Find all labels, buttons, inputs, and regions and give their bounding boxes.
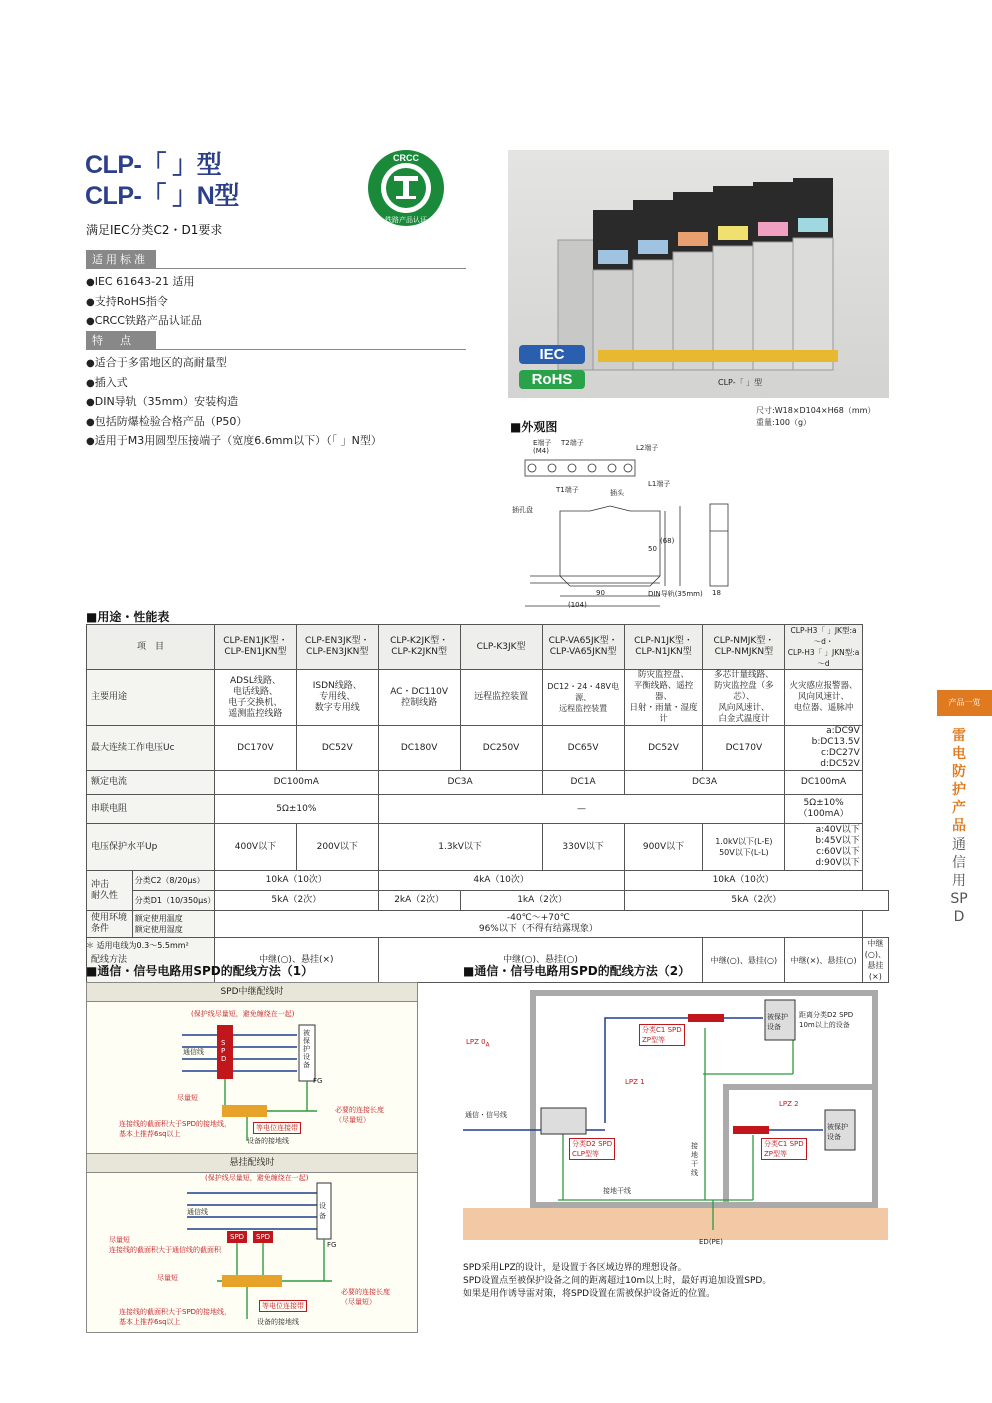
hang-fg: FG <box>327 1241 337 1249</box>
list-item: ● DIN导轨（35mm）安装构造 <box>86 393 466 413</box>
c1-zp-top: 分类C1 SPD ZP型等 <box>639 1024 685 1046</box>
trunk-h: 接地干线 <box>603 1187 631 1195</box>
table-cell: 1kA（2次） <box>460 891 624 911</box>
list-item: ● CRCC铁路产品认证品 <box>86 312 466 332</box>
table-cell: DC52V <box>624 726 703 771</box>
device-top: 被保护 设备 <box>767 1013 788 1031</box>
table-cell: a:DC9V b:DC13.5V c:DC27V d:DC52V <box>785 726 862 771</box>
model-header: CLP-K2JK型・ CLP-K2JKN型 <box>378 625 460 670</box>
lpz1-label: LPZ 1 <box>625 1078 645 1086</box>
crcc-logo <box>366 148 446 228</box>
hang-conn-note: 连接线的截面积大于SPD的接地线， 基本上推荐6sq以上 <box>119 1308 232 1326</box>
relay-fg: FG <box>313 1077 323 1085</box>
photo-caption: CLP-「 」型 <box>718 378 763 387</box>
table-cell: DC250V <box>460 726 542 771</box>
title-line1: CLP-「 」型 <box>85 151 222 179</box>
env-hum-label: 额定使用湿度 <box>134 925 183 934</box>
hang-spd-2: SPD <box>256 1233 271 1241</box>
model-header: CLP-NMJK型・ CLP-NMJKN型 <box>703 625 785 670</box>
features-section <box>86 329 466 452</box>
relay-device: 被保护设备 <box>303 1029 310 1069</box>
table-cell: — <box>378 795 785 824</box>
relay-title: SPD中继配线时 <box>87 983 417 1002</box>
row-label: 配线方法 <box>87 938 215 983</box>
spec-footnote: ＊ 适用电线为0.3～5.5mm² <box>86 941 189 950</box>
hang-short-note: 尽量短 连接线的截面积大于通信线的截面积 <box>109 1236 221 1254</box>
hang-comm: 通信线 <box>187 1208 208 1216</box>
table-cell: 中继(○)、悬挂(×) <box>214 938 378 983</box>
lpz0-label <box>466 1038 490 1048</box>
features-list <box>86 354 466 452</box>
outline-drawing <box>510 436 740 614</box>
model-header: CLP-N1JK型・ CLP-N1JKN型 <box>624 625 703 670</box>
standards-list <box>86 273 466 332</box>
relay-ebb: 等电位连接带 <box>253 1122 301 1134</box>
relay-need-len: 必要的连接长度 （尽量短） <box>335 1106 384 1124</box>
standards-section <box>86 248 466 332</box>
ed-label: ED(PE) <box>699 1238 723 1246</box>
list-item: ● 适合于多雷地区的高耐量型 <box>86 354 466 374</box>
label-dim-104: (104) <box>568 601 587 609</box>
table-cell: DC3A <box>624 771 785 795</box>
hang-short: 尽量短 <box>157 1274 178 1282</box>
wiring2-description <box>463 1262 888 1301</box>
hang-title: 悬挂配线时 <box>87 1153 417 1173</box>
table-cell: 中继(○)、悬挂(×) <box>862 938 888 983</box>
table-cell: 4kA（10次） <box>378 871 624 891</box>
table-cell: 中继(○)、悬挂(○) <box>703 938 785 983</box>
sidebar-tab[interactable]: 产品一览 <box>937 690 992 716</box>
outline-heading: ■外观图 <box>510 420 558 434</box>
lpz0-text: LPZ 0 <box>466 1038 486 1046</box>
desc-line: 如果是用作诱导雷对策，将SPD设置在需被保护设备近的位置。 <box>463 1289 716 1299</box>
row-label: 额定电流 <box>87 771 215 795</box>
table-cell: -40℃～+70℃ 96%以下（不得有结露现象） <box>214 911 862 938</box>
table-cell: 2kA（2次） <box>378 891 460 911</box>
label-knob: 插头 <box>610 489 624 497</box>
hang-need-len: 必要的连接长度 （尽量短） <box>341 1288 390 1306</box>
device-top-note: 距离分类D2 SPD 10m以上的设备 <box>799 1011 854 1029</box>
model-header: CLP-EN1JK型・ CLP-EN1JKN型 <box>214 625 296 670</box>
hang-device: 设备 <box>319 1202 326 1220</box>
label-din: DIN导轨(35mm) <box>648 590 703 598</box>
table-cell: 多芯计量线路、 防灾监控盘（多芯）、 风向风速计、 白金式温度计 <box>703 670 785 726</box>
table-cell: 5Ω±10% <box>214 795 378 824</box>
lpz0-sub: A <box>485 1042 490 1049</box>
rohs-badge: RoHS <box>519 370 585 389</box>
wiring2-diagram <box>463 990 888 1250</box>
table-cell: a:40V以下 b:45V以下 c:60V以下 d:90V以下 <box>785 824 862 871</box>
relay-comm: 通信线 <box>183 1048 204 1056</box>
table-cell: DC12・24・48V电源、 远程监控装置 <box>542 670 624 726</box>
row-label: 最大连续工作电压Uc <box>87 726 215 771</box>
photo-dims: 尺寸:W18×D104×H68（mm） <box>756 406 876 415</box>
label-dim-18: 18 <box>712 589 721 597</box>
label-l1-terminal: L1端子 <box>648 480 671 488</box>
hang-ground: 设备的接地线 <box>257 1318 299 1326</box>
table-cell: ISDN线路、 专用线、 数字专用线 <box>296 670 378 726</box>
relay-ground: 设备的接地线 <box>247 1137 289 1145</box>
d2-clp: 分类D2 SPD CLP型等 <box>569 1138 615 1160</box>
table-cell: DC180V <box>378 726 460 771</box>
table-cell: 1.0kV以下(L-E) 50V以下(L-L) <box>703 824 785 871</box>
subtitle: 满足IEC分类C2・D1要求 <box>86 223 223 237</box>
model-header: CLP-EN3JK型・ CLP-EN3JKN型 <box>296 625 378 670</box>
crcc-logo-top-text: CRCC <box>393 153 419 163</box>
label-dim-68: (68) <box>660 537 675 545</box>
env-temp-label: 额定使用温度 <box>134 914 183 923</box>
table-cell: 400V以下 <box>214 824 296 871</box>
row-label: 主要用途 <box>87 670 215 726</box>
list-item: ● IEC 61643-21 适用 <box>86 273 466 293</box>
table-cell: 5kA（2次） <box>624 891 888 911</box>
table-cell: 1.3kV以下 <box>378 824 542 871</box>
relay-note-top: (保护线尽量短，避免缠绕在一起) <box>191 1010 295 1018</box>
row-label: 使用环境 条件 <box>87 911 133 938</box>
iec-badge: IEC <box>519 345 585 364</box>
table-cell: DC100mA <box>214 771 378 795</box>
lpz2-label: LPZ 2 <box>779 1100 799 1108</box>
label-dim-50: 50 <box>648 545 657 553</box>
table-cell: 5kA（2次） <box>214 891 378 911</box>
table-cell: DC100mA <box>785 771 862 795</box>
row-label: 串联电阻 <box>87 795 215 824</box>
spec-table <box>86 624 889 983</box>
relay-spd: SPD <box>221 1039 227 1063</box>
row-label: 电压保护水平Up <box>87 824 215 871</box>
photo-weight: 重量:100（g） <box>756 418 812 427</box>
trunk-v: 接地干线 <box>691 1142 698 1177</box>
label-l2-terminal: L2端子 <box>636 444 659 452</box>
row-sublabel: 分类D1（10/350μs） <box>132 891 214 911</box>
title-line2: CLP-「 」N型 <box>85 182 239 210</box>
row-label: 冲击 耐久性 <box>87 871 133 911</box>
standards-label: 适用标准 <box>86 250 156 268</box>
table-cell: 中继(×)、悬挂(○) <box>785 938 862 983</box>
label-t1-terminal: T1端子 <box>556 486 579 494</box>
device-right: 被保护 设备 <box>827 1123 848 1141</box>
model-header: CLP-H3「 」JK型:a～d・ CLP-H3「 」JKN型:a～d <box>785 625 862 670</box>
table-cell: 中继(○)、悬挂(○) <box>378 938 703 983</box>
table-cell: DC3A <box>378 771 542 795</box>
comm-line-label: 通信・信号线 <box>465 1111 507 1119</box>
table-cell: 远程监控装置 <box>460 670 542 726</box>
c1-zp-right: 分类C1 SPD ZP型等 <box>761 1138 807 1160</box>
label-e-terminal: E端子 <box>533 439 552 447</box>
wiring1-heading: ■通信・信号电路用SPD的配线方法（1） <box>86 964 314 978</box>
wiring2-heading: ■通信・信号电路用SPD的配线方法（2） <box>463 964 691 978</box>
list-item: ● 包括防爆检验合格产品（P50） <box>86 413 466 433</box>
table-cell: DC52V <box>296 726 378 771</box>
table-cell: DC170V <box>703 726 785 771</box>
item-header: 项 目 <box>87 625 215 670</box>
table-cell: 200V以下 <box>296 824 378 871</box>
table-cell: 900V以下 <box>624 824 703 871</box>
sidebar-text-orange: 雷电防护产品 <box>952 728 966 834</box>
desc-line: SPD采用LPZ的设计，是设置于各区域边界的理想设备。 <box>463 1263 687 1273</box>
table-cell: AC・DC110V 控制线路 <box>378 670 460 726</box>
list-item: ● 适用于M3用圆型压接端子（宽度6.6mm以下）（「 」N型） <box>86 432 466 452</box>
relay-short: 尽量短 <box>177 1094 198 1102</box>
hang-spd-1: SPD <box>230 1233 245 1241</box>
table-cell: DC1A <box>542 771 624 795</box>
features-label: 特 点 <box>86 331 156 349</box>
row-sublabel <box>132 911 214 938</box>
table-cell: 10kA（10次） <box>214 871 378 891</box>
hang-ebb: 等电位连接带 <box>259 1300 307 1312</box>
table-cell: DC170V <box>214 726 296 771</box>
table-cell: 防灾监控盘、 平衡线路、遥控器、 日射・雨量・湿度计 <box>624 670 703 726</box>
hang-note-top: (保护线尽量短，避免缠绕在一起) <box>205 1174 309 1182</box>
crcc-logo-bottom-text: 铁路产品认证 <box>385 216 427 224</box>
row-sublabel: 分类C2（8/20μs） <box>132 871 214 891</box>
list-item: ● 插入式 <box>86 374 466 394</box>
label-dim-90: 90 <box>596 589 605 597</box>
relay-conn-note: 连接线的截面积大于SPD的接地线， 基本上推荐6sq以上 <box>119 1120 232 1138</box>
spec-heading: ■用途・性能表 <box>86 610 170 624</box>
table-cell: 火灾感应报警器、 风向风速计、 电位器、遥脉冲 <box>785 670 862 726</box>
list-item: ● 支持RoHS指令 <box>86 293 466 313</box>
model-header: CLP-K3JK型 <box>460 625 542 670</box>
table-cell: ADSL线路、 电话线路、 电子交换机、 遥测监控线路 <box>214 670 296 726</box>
table-cell: 10kA（10次） <box>624 871 862 891</box>
wiring1-diagram <box>86 982 418 1333</box>
label-mount-hole: 插孔盘 <box>512 506 533 514</box>
model-header: CLP-VA65JK型・ CLP-VA65JKN型 <box>542 625 624 670</box>
desc-line: SPD设置点至被保护设备之间的距离超过10m以上时，最好再追加设置SPD。 <box>463 1276 772 1286</box>
table-cell: DC65V <box>542 726 624 771</box>
table-cell: 330V以下 <box>542 824 624 871</box>
sidebar-text-gray: 通信用SPD <box>950 837 968 925</box>
label-t2-terminal: T2端子 <box>561 439 584 447</box>
table-cell: 5Ω±10% （100mA） <box>785 795 862 824</box>
label-m4: (M4) <box>533 447 549 455</box>
